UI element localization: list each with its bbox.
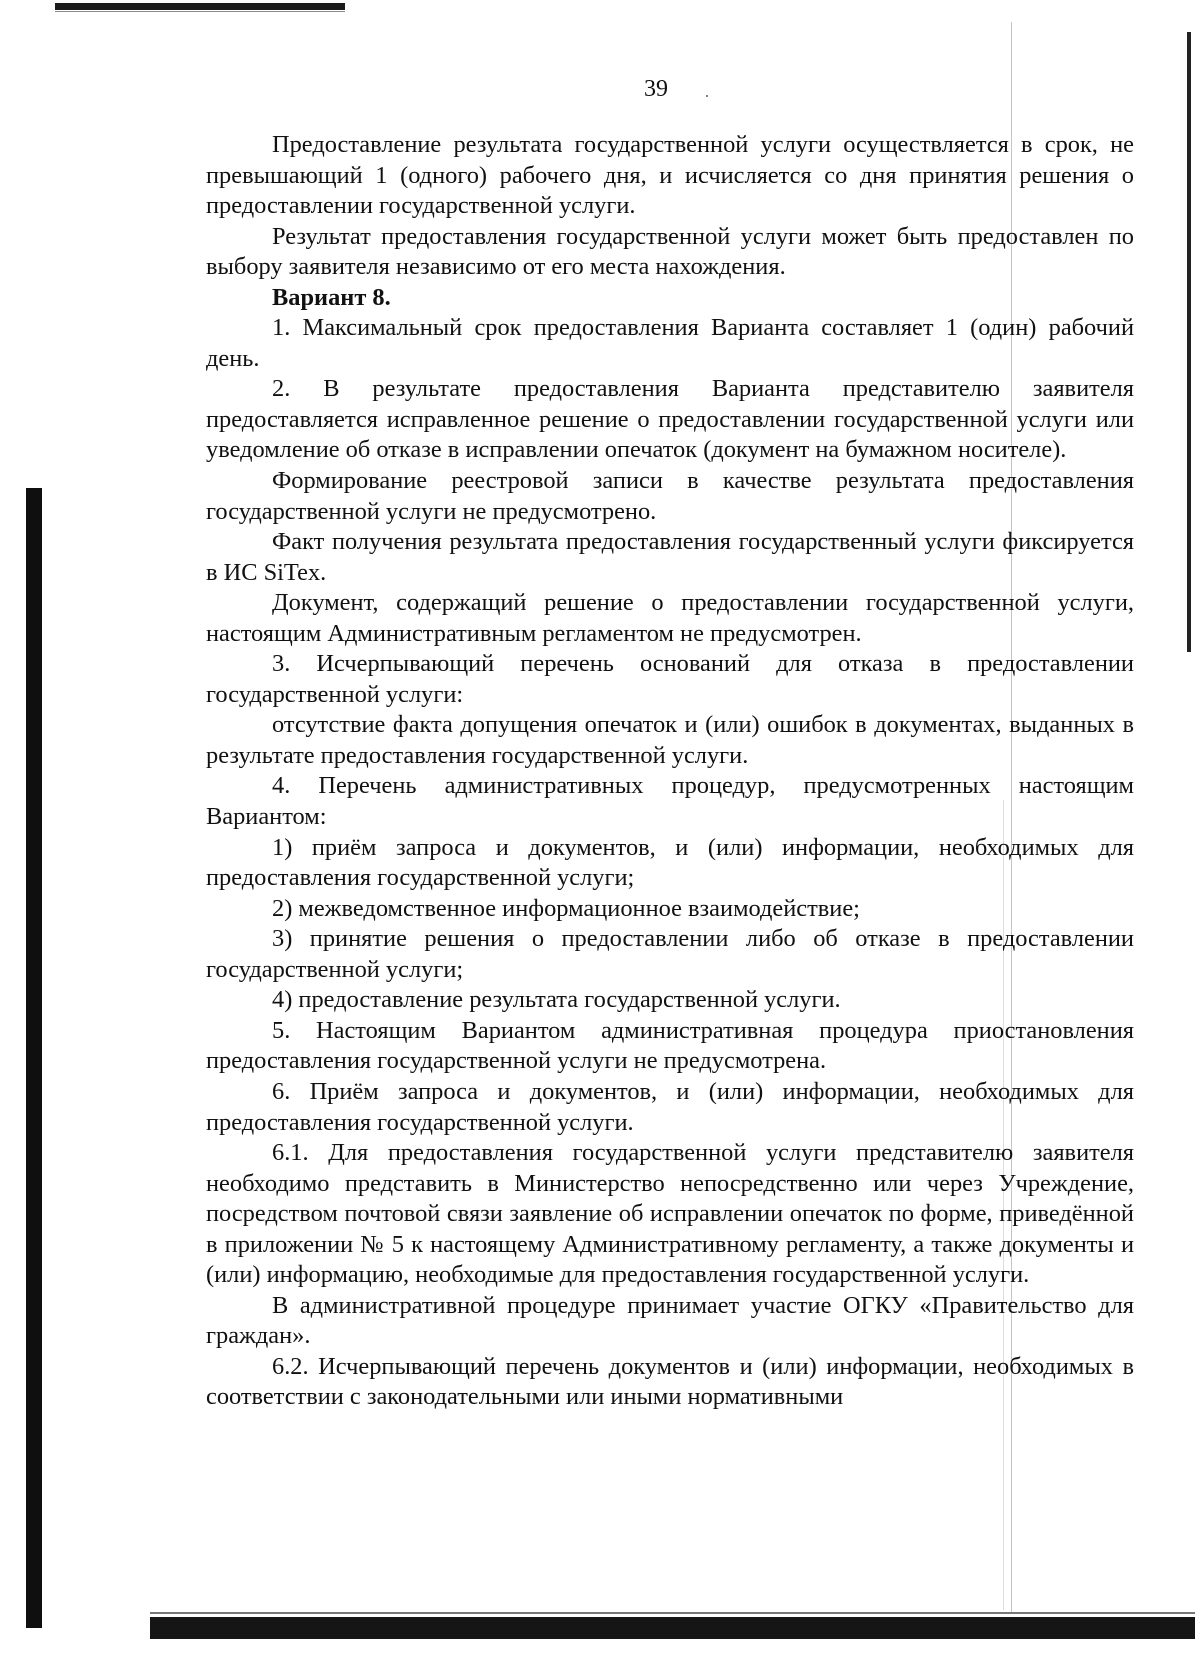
paragraph: 6.2. Исчерпывающий перечень документов и (или) информации, необходимых в соответствии с законодательными или иными нормативными [206,1352,1134,1411]
list-item: 3) принятие решения о предоставлении либо об отказе в предоставлении государственной услуги; [206,925,1134,983]
paragraph: 1. Максимальный срок предоставления Варианта составляет 1 (один) рабочий день. [206,314,1134,372]
paragraph: отсутствие факта допущения опечаток и (или) ошибок в документах, выданных в результате предоставления государственной услуги. [206,711,1134,769]
paragraph: 6.1. Для предоставления государственной услуги представителю заявителя необходимо представить в Министерство непосредственно или через Учреждение, посредством почтовой связи заявление об исправлении опечаток по форме, приведённой в приложении № 5 к настоящему Административному регламенту, а также документы и (или) информацию, необходимые для предоставления государственной услуги. [206,1139,1134,1289]
scan-speck [706,95,708,97]
paragraph: Формирование реестровой записи в качестве результата предоставления государственной услуги не предусмотрено. [206,467,1134,525]
list-item: 4) предоставление результата государственной услуги. [272,986,841,1014]
scan-edge-top-line [55,11,345,12]
scan-edge-right [1187,32,1191,652]
scan-edge-bottom [150,1617,1195,1639]
paragraph: 3. Исчерпывающий перечень оснований для отказа в предоставлении государственной услуги: [206,650,1134,708]
list-item: 2) межведомственное информационное взаимодействие; [272,894,860,922]
paragraph: Документ, содержащий решение о предоставлении государственной услуги, настоящим Административным регламентом не предусмотрен. [206,589,1134,647]
paragraph: 2. В результате предоставления Варианта представителю заявителя предоставляется исправленное решение о предоставлении государственной услуги или уведомление об отказе в исправлении опечаток (документ на бумажном носителе). [206,375,1134,464]
paragraph: В административной процедуре принимает участие ОГКУ «Правительство для граждан». [206,1291,1134,1350]
scan-edge-top [55,3,345,10]
scan-edge-left [26,488,42,1628]
document-body [206,130,1134,1413]
paragraph: Факт получения результата предоставления государственный услуги фиксируется в ИС SiTex. [206,528,1134,586]
page-number: 39 [644,76,668,102]
paragraph: 5. Настоящим Вариантом административная процедура приостановления предоставления государственной услуги не предусмотрена. [206,1016,1134,1075]
section-heading: Вариант 8. [272,283,391,311]
paragraph: Результат предоставления государственной услуги может быть предоставлен по выбору заявителя независимо от его места нахождения. [206,222,1134,281]
list-item: 1) приём запроса и документов, и (или) информации, необходимых для предоставления государственной услуги; [206,833,1134,892]
scan-edge-bottom-line [150,1612,1195,1614]
paragraph: 6. Приём запроса и документов, и (или) информации, необходимых для предоставления государственной услуги. [206,1077,1134,1136]
paragraph: 4. Перечень административных процедур, предусмотренных настоящим Вариантом: [206,772,1134,831]
paragraph: Предоставление результата государственной услуги осуществляется в срок, не превышающий 1 (одного) рабочего дня, и исчисляется со дня принятия решения о предоставлении государственной услуги. [206,131,1134,220]
